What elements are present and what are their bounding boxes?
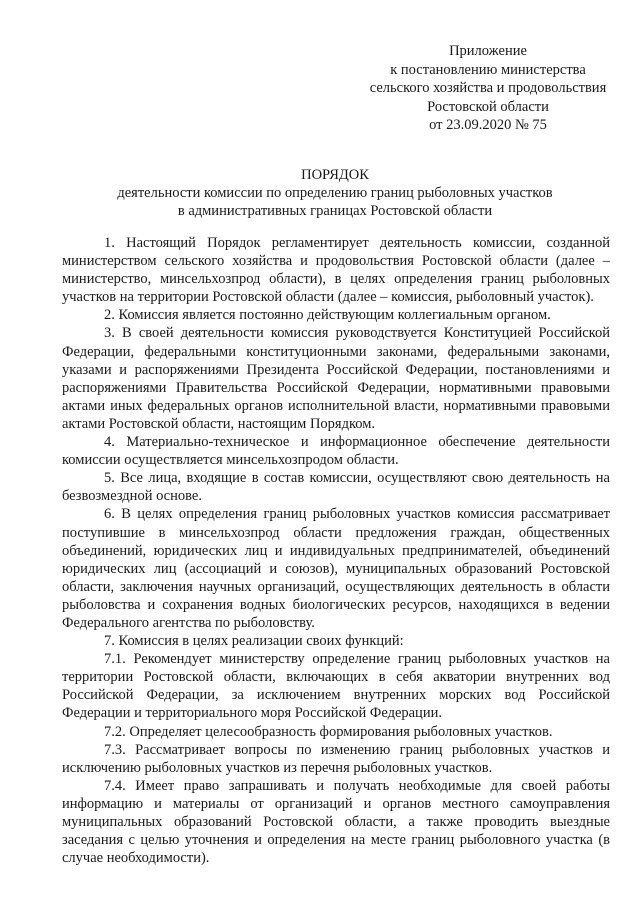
paragraph-2: 2. Комиссия является постоянно действующим коллегиальным органом. xyxy=(104,307,551,324)
appendix-ref: к постановлению министерства xyxy=(390,61,586,78)
paragraph-5: 5. Все лица, входящие в состав комиссии, осуществляют свою деятельность на безвозмездной основе. xyxy=(62,470,610,505)
paragraph-6: 6. В целях определения границ рыболовных участков комиссия рассматривает поступившие в минсельхозпрод области предложения граждан, общественных объединений, юридических лиц и индивидуальных предпринимателей, объединений юридических лиц (ассоциаций и союзов), муниципальных образований Ростовской области, заключения научных организаций, осуществляющих деятельность в области рыболовства и сохранения водных биологических ресурсов, находящихся в ведении Федерального агентства по рыболовству. xyxy=(62,506,610,631)
document-title-block xyxy=(50,166,620,220)
appendix-header xyxy=(340,42,636,135)
paragraph-7-4: 7.4. Имеет право запрашивать и получать необходимые для своей работы информацию и материалы от организаций и органов местного самоуправления муниципальных образований Ростовской области, а также проводить выездные заседания с целью уточнения и определения на месте границ рыболовного участка (в случае необходимости). xyxy=(62,777,610,867)
document-subtitle-line-2: в административных границах Ростовской области xyxy=(177,203,493,219)
paragraph-3: 3. В своей деятельности комиссия руководствуется Конституцией Российской Федерации, федеральными конституционными законами, федеральными законами, указами и распоряжениями Президента Российской Федерации, постановлениями и распоряжениями Правительства Российской Федерации, нормативными правовыми актами иных федеральных органов исполнительной власти, нормативными правовыми актами Ростовской области, настоящим Порядком. xyxy=(62,325,610,432)
appendix-date-number: от 23.09.2020 № 75 xyxy=(429,117,547,133)
paragraph-7-3: 7.3. Рассматривает вопросы по изменению границ рыболовных участков и исключению рыболовных участков из перечня рыболовных участков. xyxy=(62,741,610,776)
paragraph-7-1: 7.1. Рекомендует министерству определение границ рыболовных участков на территории Ростовской области, включающих в себя акватории внутренних вод Российской Федерации, за исключением внутренних морских вод Российской Федерации и территориального моря Российской Федерации. xyxy=(62,651,610,722)
paragraph-7-2: 7.2. Определяет целесообразность формирования рыболовных участков. xyxy=(104,723,553,740)
paragraph-4: 4. Материально-техническое и информационное обеспечение деятельности комиссии осуществляется минсельхозпродом области. xyxy=(62,434,610,469)
paragraph-7: 7. Комиссия в целях реализации своих функций: xyxy=(104,633,404,650)
paragraph-1: 1. Настоящий Порядок регламентирует деятельность комиссии, созданной министерством сельского хозяйства и продовольствия Ростовской области (далее – министерство, минсельхозпрод области), в целях определения границ рыболовных участков на территории Ростовской области (далее – комиссия, рыболовный участок). xyxy=(62,235,610,306)
appendix-label: Приложение xyxy=(449,43,527,59)
appendix-region: Ростовской области xyxy=(427,98,549,115)
appendix-ministry: сельского хозяйства и продовольствия xyxy=(369,80,607,96)
document-body xyxy=(62,234,610,867)
document-subtitle-line-1: деятельности комиссии по определению границ рыболовных участков xyxy=(117,185,553,201)
document-heading: ПОРЯДОК xyxy=(301,167,369,183)
